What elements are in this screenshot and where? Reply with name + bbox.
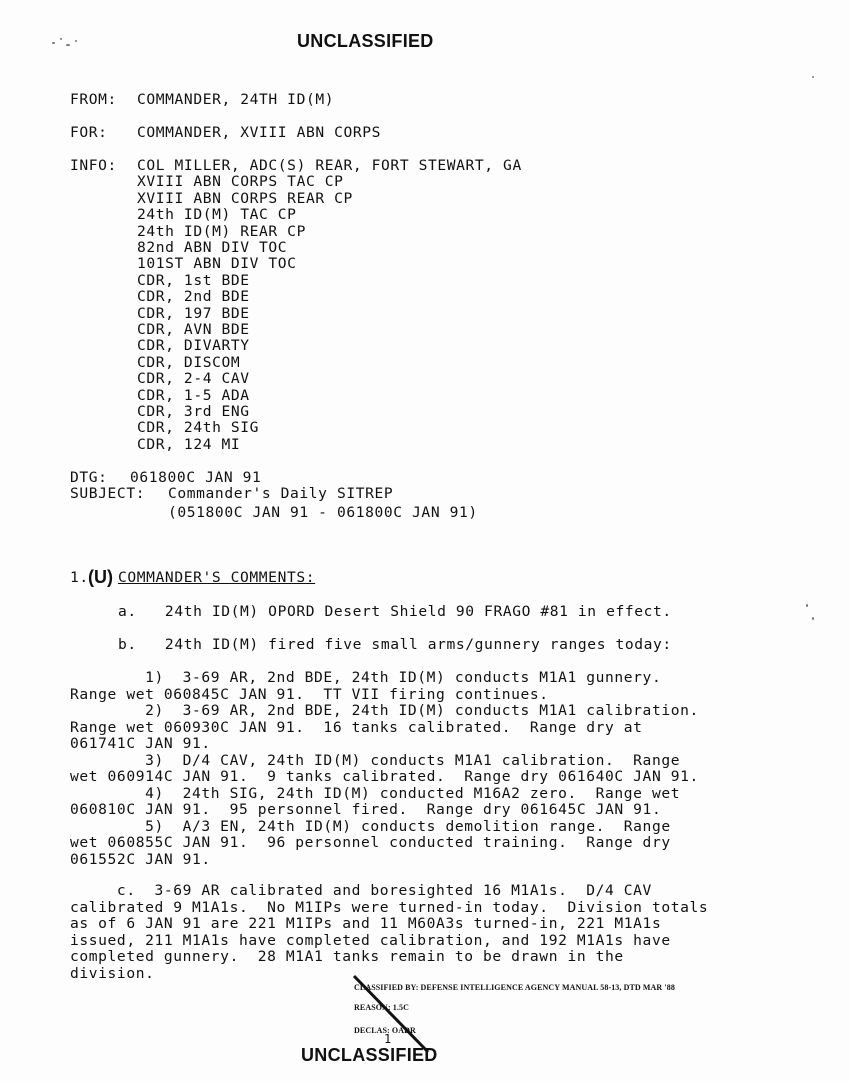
range-report-line: 2) 3-69 AR, 2nd BDE, 24th ID(M) conducts M1A1 calibration. [70, 702, 699, 719]
section-title: COMMANDER'S COMMENTS: [118, 569, 316, 586]
subject-label: SUBJECT: [70, 485, 146, 502]
range-report-line: Range wet 060845C JAN 91. TT VII firing continues. [70, 685, 549, 703]
info-recipient: CDR, 2-4 CAV [137, 370, 250, 388]
range-report-line: 3) D/4 CAV, 24th ID(M) conducts M1A1 calibration. Range [70, 751, 681, 769]
info-recipient: CDR, 3rd ENG [137, 403, 250, 420]
paragraph-c-line: division. [70, 964, 155, 982]
classification-banner-bottom: UNCLASSIFIED [301, 1045, 438, 1065]
for-label: FOR: [70, 124, 108, 141]
info-recipient: CDR, 1st BDE [137, 271, 250, 289]
info-recipient: CDR, 24th SIG [137, 419, 260, 437]
range-report-line: 061552C JAN 91. [70, 850, 211, 868]
page-number: 1 [384, 1032, 392, 1046]
classification-banner-top: UNCLASSIFIED [297, 31, 434, 51]
from-label: FROM: [70, 91, 117, 108]
for-value: COMMANDER, XVIII ABN CORPS [137, 124, 382, 141]
dtg-value: 061800C JAN 91 [130, 469, 262, 486]
info-recipient: CDR, 124 MI [137, 435, 241, 453]
scan-speck [806, 604, 808, 607]
reason-line: REASON: 1.5C [354, 1003, 409, 1012]
item-b: b. 24th ID(M) fired five small arms/gunnery ranges today: [118, 636, 672, 653]
subject-title: Commander's Daily SITREP [168, 485, 394, 502]
dtg-label: DTG: [70, 469, 108, 486]
range-report-line: 060810C JAN 91. 95 personnel fired. Range dry 061645C JAN 91. [70, 801, 662, 818]
paragraph-c-line: as of 6 JAN 91 are 221 M1IPs and 11 M60A3s turned-in, 221 M1A1s [70, 915, 662, 932]
info-recipient: COL MILLER, ADC(S) REAR, FORT STEWART, GA [137, 157, 522, 174]
paragraph-c-line: completed gunnery. 28 M1A1 tanks remain to be drawn in the [70, 948, 624, 965]
info-recipient: CDR, DIVARTY [137, 337, 250, 355]
info-recipient: XVIII ABN CORPS REAR CP [137, 189, 353, 207]
classified-by-line: CLASSIFIED BY: DEFENSE INTELLIGENCE AGENCY MANUAL 58-13, DTD MAR '88 [354, 983, 675, 992]
range-report-line: wet 060855C JAN 91. 96 personnel conducted training. Range dry [70, 834, 671, 851]
section-number: 1. [70, 569, 89, 586]
info-recipient: CDR, 197 BDE [137, 304, 250, 322]
subject-period: (051800C JAN 91 - 061800C JAN 91) [168, 504, 478, 521]
from-value: COMMANDER, 24TH ID(M) [137, 91, 335, 108]
scan-speck [66, 44, 70, 46]
scan-speck [52, 42, 55, 44]
info-recipient: CDR, DISCOM [137, 353, 241, 371]
paragraph-c-line: c. 3-69 AR calibrated and boresighted 16 M1A1s. D/4 CAV [70, 882, 652, 899]
info-recipient: 101ST ABN DIV TOC [137, 255, 297, 273]
declas-line: DECLAS: OADR [354, 1026, 416, 1035]
range-report-line: 061741C JAN 91. [70, 735, 211, 752]
info-recipient: CDR, 1-5 ADA [137, 386, 250, 404]
info-recipient: 24th ID(M) TAC CP [137, 206, 297, 224]
section-marking: (U) [88, 567, 113, 587]
range-report-line: 1) 3-69 AR, 2nd BDE, 24th ID(M) conducts M1A1 gunnery. [70, 669, 662, 686]
paragraph-c-line: issued, 211 M1A1s have completed calibration, and 192 M1A1s have [70, 931, 671, 949]
range-report-line: wet 060914C JAN 91. 9 tanks calibrated. Range dry 061640C JAN 91. [70, 768, 699, 785]
info-recipient: CDR, 2nd BDE [137, 288, 250, 306]
info-recipient: XVIII ABN CORPS TAC CP [137, 173, 344, 191]
range-report-line: 5) A/3 EN, 24th ID(M) conducts demolition range. Range [70, 817, 671, 835]
scan-speck [812, 617, 814, 620]
info-recipient: 24th ID(M) REAR CP [137, 222, 306, 240]
range-report-line: 4) 24th SIG, 24th ID(M) conducted M16A2 zero. Range wet [70, 784, 681, 802]
scan-speck [60, 38, 62, 40]
item-a: a. 24th ID(M) OPORD Desert Shield 90 FRAGO #81 in effect. [118, 603, 672, 620]
range-report-line: Range wet 060930C JAN 91. 16 tanks calibrated. Range dry at [70, 718, 643, 736]
paragraph-c-line: calibrated 9 M1A1s. No M1IPs were turned-in today. Division totals [70, 898, 709, 916]
scan-speck [812, 76, 814, 78]
info-label: INFO: [70, 157, 117, 174]
info-recipient: CDR, AVN BDE [137, 321, 250, 338]
scan-speck [75, 40, 77, 42]
info-recipient: 82nd ABN DIV TOC [137, 239, 288, 256]
